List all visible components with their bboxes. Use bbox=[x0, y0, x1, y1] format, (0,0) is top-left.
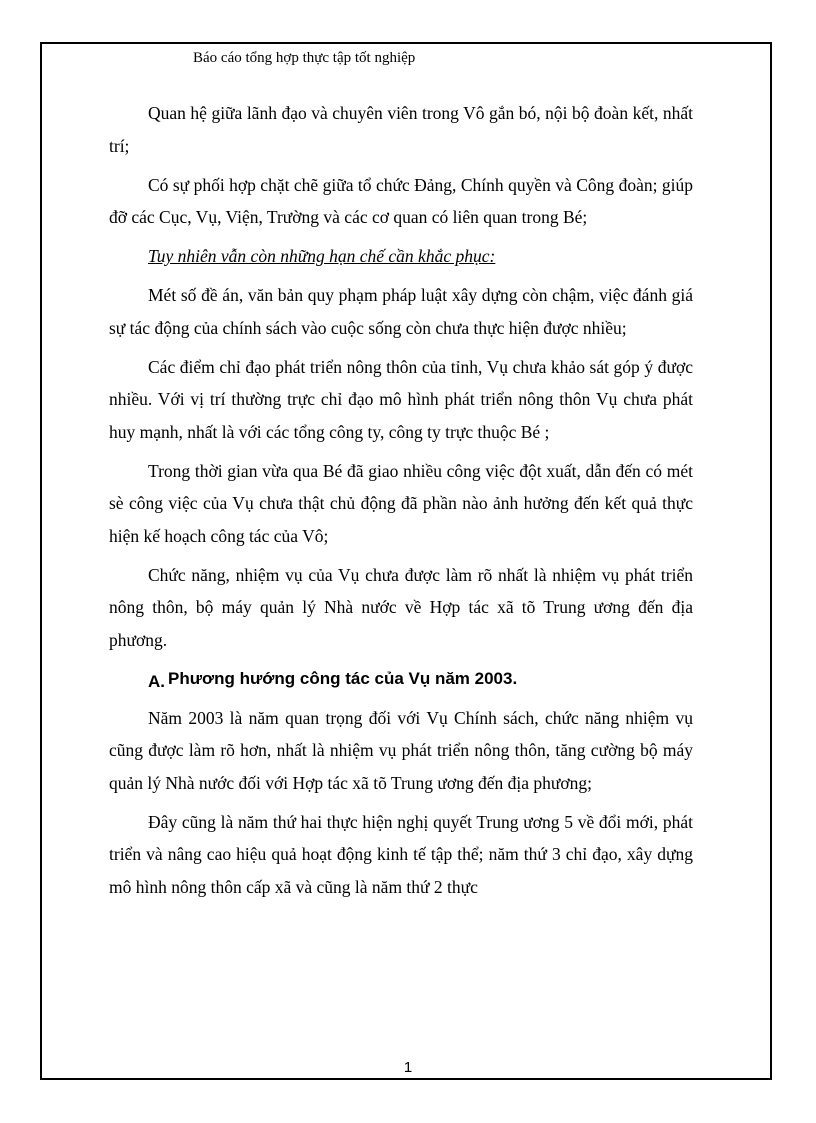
section-letter: A. bbox=[148, 671, 165, 691]
limitations-subheading: Tuy nhiên vẫn còn những hạn chế cần khắc phục: bbox=[148, 246, 496, 266]
running-header: Báo cáo tổng hợp thực tập tốt nghiệp bbox=[193, 50, 416, 66]
paragraph: Các điểm chỉ đạo phát triển nông thôn của tỉnh, Vụ chưa khảo sát góp ý được nhiều. Với vị trí thường trực chỉ đạo mô hình phát triển nông thôn Vụ chưa phát huy mạnh, nhất là với các tổng công ty, công ty trực thuộc Bé ; bbox=[109, 356, 693, 442]
paragraph: Năm 2003 là năm quan trọng đối với Vụ Chính sách, chức năng nhiệm vụ cũng được làm rõ hơn, nhất là nhiệm vụ phát triển nông thôn, tăng cường bộ máy quản lý Nhà nước đối với Hợp tác xã tõ Trung ương đến địa phương; bbox=[109, 707, 693, 793]
section-heading bbox=[109, 663, 693, 696]
paragraph: Trong thời gian vừa qua Bé đã giao nhiều công việc đột xuất, dẫn đến có mét sè công việc của Vụ chưa thật chủ động đã phần nào ảnh hưởng đến kết quả thực hiện kế hoạch công tác của Vô; bbox=[109, 460, 693, 546]
section-title: Phương hướng công tác của Vụ năm 2003. bbox=[168, 668, 518, 688]
paragraph: Đây cũng là năm thứ hai thực hiện nghị quyết Trung ương 5 về đổi mới, phát triển và nâng cao hiệu quả hoạt động kinh tế tập thể; năm thứ 3 chỉ đạo, xây dựng mô hình nông thôn cấp xã và cũng là năm thứ 2 thực bbox=[109, 811, 693, 897]
paragraph: Mét số đề án, văn bản quy phạm pháp luật xây dựng còn chậm, việc đánh giá sự tác động của chính sách vào cuộc sống còn chưa thực hiện được nhiều; bbox=[109, 285, 693, 338]
document-body bbox=[109, 97, 693, 910]
page-number: 1 bbox=[403, 1059, 413, 1076]
paragraph: Có sự phối hợp chặt chẽ giữa tổ chức Đảng, Chính quyền và Công đoàn; giúp đỡ các Cục, Vụ, Viện, Trường và các cơ quan có liên quan trong Bé; bbox=[109, 174, 693, 227]
paragraph: Quan hệ giữa lãnh đạo và chuyên viên trong Vô gắn bó, nội bộ đoàn kết, nhất trí; bbox=[109, 103, 693, 156]
paragraph: Chức năng, nhiệm vụ của Vụ chưa được làm rõ nhất là nhiệm vụ phát triển nông thôn, bộ máy quản lý Nhà nước về Hợp tác xã tõ Trung ương đến địa phương. bbox=[109, 564, 693, 650]
